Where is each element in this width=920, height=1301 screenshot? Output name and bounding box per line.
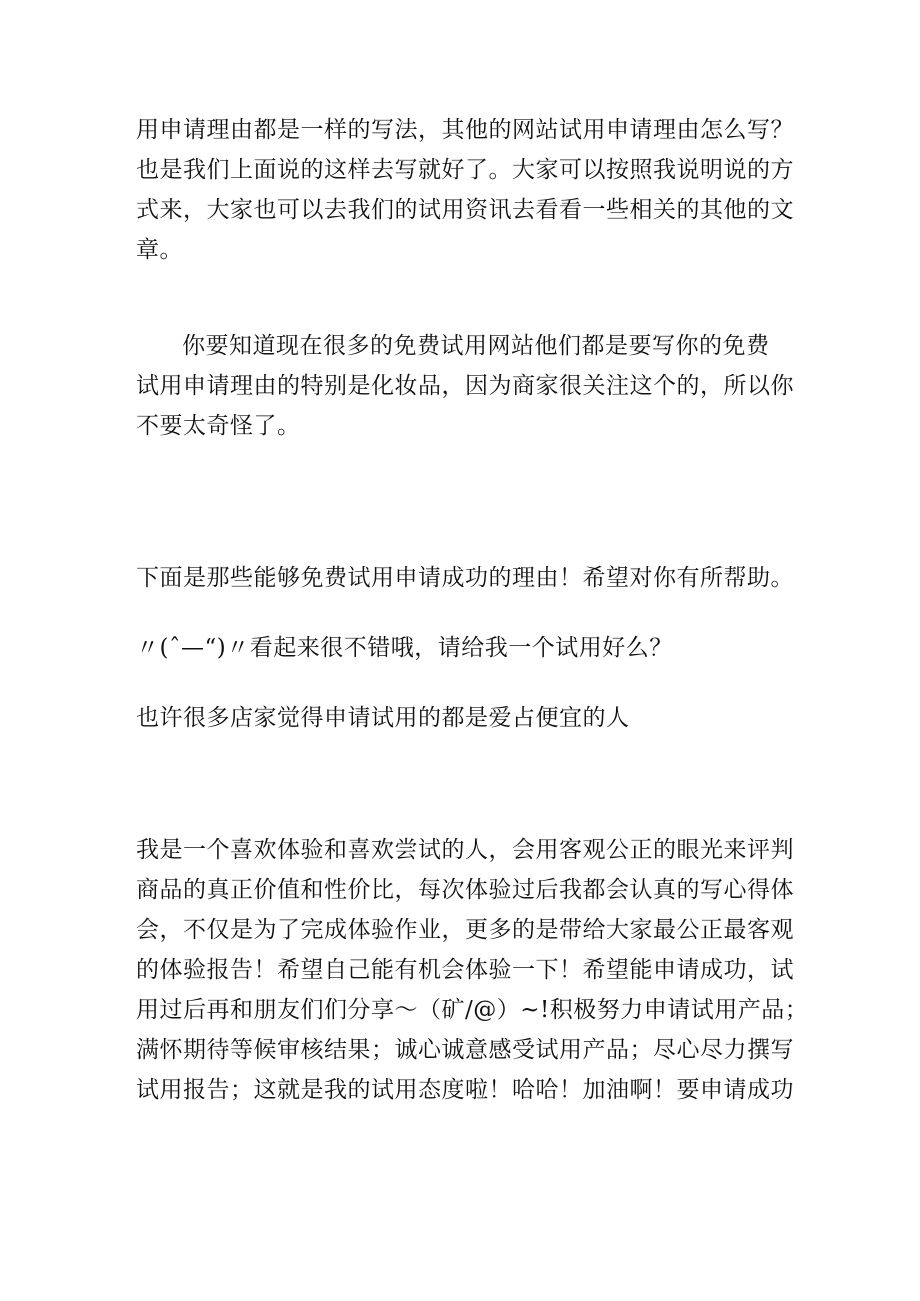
paragraph-line: 试用报告；这就是我的试用态度啦！哈哈！加油啊！要申请成功 xyxy=(136,1077,794,1103)
paragraph-line: 式来，大家也可以去我们的试用资讯去看看一些相关的其他的文 xyxy=(136,197,794,223)
paragraph-4 xyxy=(136,628,796,668)
paragraph-line: 也是我们上面说的这样去写就好了。大家可以按照我说明说的方 xyxy=(136,157,794,183)
paragraph-6 xyxy=(136,830,809,1110)
paragraph-line: 会，不仅是为了完成体验作业，更多的是带给大家最公正最客观 xyxy=(136,917,794,943)
paragraph-2 xyxy=(136,326,796,446)
paragraph-line: 用过后再和朋友们们分享～（矿/@）~!积极努力申请试用产品； xyxy=(136,997,809,1023)
paragraph-line: 商品的真正价值和性价比，每次体验过后我都会认真的写心得体 xyxy=(136,877,794,903)
paragraph-line: 也许很多店家觉得申请试用的都是爱占便宜的人 xyxy=(136,705,630,731)
paragraph-line: 你要知道现在很多的免费试用网站他们都是要写你的免费 xyxy=(182,333,770,359)
paragraph-line: 试用申请理由的特别是化妆品，因为商家很关注这个的，所以你 xyxy=(136,373,794,399)
paragraph-3 xyxy=(136,558,796,598)
paragraph-line: 用申请理由都是一样的写法，其他的网站试用申请理由怎么写？ xyxy=(136,117,794,143)
paragraph-line: 不要太奇怪了。 xyxy=(136,413,301,439)
paragraph-line: 章。 xyxy=(136,237,183,263)
paragraph-line: 我是一个喜欢体验和喜欢尝试的人，会用客观公正的眼光来评判 xyxy=(136,837,794,863)
paragraph-1 xyxy=(136,110,796,270)
paragraph-line: 〃(ˆ—“)〃看起来很不错哦，请给我一个试用好么？ xyxy=(136,635,673,661)
paragraph-line: 的体验报告！希望自己能有机会体验一下！希望能申请成功，试 xyxy=(136,957,794,983)
paragraph-line: 下面是那些能够免费试用申请成功的理由！希望对你有所帮助。 xyxy=(136,565,794,591)
paragraph-line: 满怀期待等候审核结果；诚心诚意感受试用产品；尽心尽力撰写 xyxy=(136,1037,794,1063)
paragraph-5 xyxy=(136,698,796,738)
